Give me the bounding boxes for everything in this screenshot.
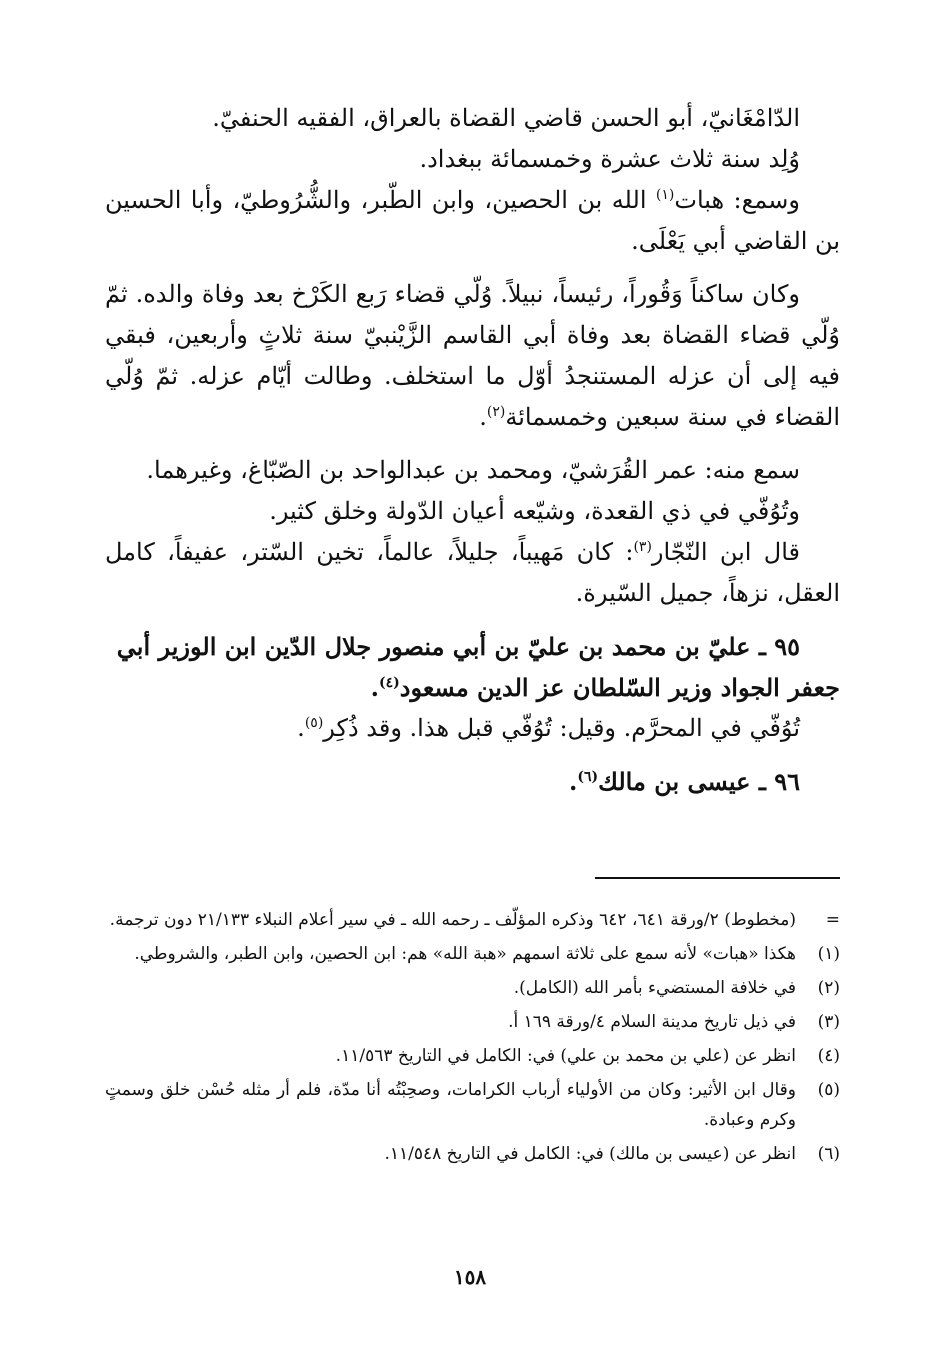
- spacer: [105, 262, 840, 274]
- paragraph-text: الدّامْغَانيّ، أبو الحسن قاضي القضاة بالعراق، الفقيه الحنفيّ.: [212, 104, 800, 132]
- entry-title: ٩٦ ـ عيسى بن مالك: [598, 767, 800, 796]
- paragraph-text: سمع منه: عمر القُرَشيّ، ومحمد بن عبدالواحد بن الصّبّاغ، وغيرهما.: [146, 456, 800, 484]
- paragraph: [105, 708, 840, 749]
- footnote-ref[interactable]: (١): [655, 187, 675, 203]
- footnote-number: (٢): [817, 978, 840, 998]
- paragraph-text: وُلِد سنة ثلاث عشرة وخمسمائة ببغداد.: [419, 145, 800, 173]
- paragraph-text: تُوُفّي في المحرَّم. وقيل: تُوُفّي قبل هذا. وقد ذُكِر: [323, 714, 800, 742]
- footnote-continuation: [105, 905, 840, 935]
- footnote-number: (٣): [817, 1012, 840, 1032]
- footnote-ref[interactable]: (٥): [304, 715, 324, 731]
- paragraph: [105, 532, 840, 614]
- paragraph-text: وسمع: هبات: [674, 186, 800, 214]
- punctuation: .: [479, 403, 487, 431]
- footnote-number: (٥): [817, 1080, 840, 1100]
- paragraph-text: وكان ساكناً وَقُوراً، رئيساً، نبيلاً. وُلّي قضاء رَبع الكَرْخ بعد وفاة والده. ثمّ وُلّي قضاء القضاة بعد وفاة أبي القاسم الزَّيْنبيّ سنة ثلاثٍ وأربعين، فبقي فيه إلى أن عزله المستنجدُ أوّل ما استخلف. وطالت أيّام عزله. ثمّ وُلّي القضاء في سنة سبعين وخمسمائة: [105, 280, 840, 431]
- footnote-text: وقال ابن الأثير: وكان من الأولياء أرباب الكرامات، وصحِبْتُه أنا مدّة، فلم أر مثله حُسْن خلق وسمتٍ وكرم وعبادة.: [105, 1080, 796, 1130]
- footnote-number: (١): [817, 944, 840, 964]
- footnotes: [105, 905, 840, 1173]
- spacer: [105, 438, 840, 450]
- footnote-text: في ذيل تاريخ مدينة السلام ٤/ورقة ١٦٩ أ.: [508, 1012, 796, 1032]
- footnote-4: [105, 1041, 840, 1071]
- spacer: [105, 614, 840, 626]
- footnote-1: [105, 939, 840, 969]
- page-number: ١٥٨: [453, 1265, 487, 1289]
- main-text: [105, 98, 840, 802]
- footnote-ref[interactable]: (٦): [577, 769, 599, 785]
- punctuation: .: [370, 673, 379, 702]
- footnote-5: [105, 1075, 840, 1135]
- paragraph: [105, 98, 840, 139]
- paragraph-text: قال ابن النّجّار: [651, 538, 801, 566]
- paragraph: [105, 491, 840, 532]
- entry-title: ٩٥ ـ عليّ بن محمد بن عليّ بن أبي منصور جلال الدّين ابن الوزير أبي جعفر الجواد وزير السّلطان عز الدين مسعود: [116, 632, 840, 702]
- paragraph: [105, 139, 840, 180]
- paragraph: [105, 450, 840, 491]
- footnote-text: انظر عن (علي بن محمد بن علي) في: الكامل في التاريخ ١١/٥٦٣.: [335, 1046, 796, 1066]
- paragraph-text: : كان مَهيباً، جليلاً، عالماً، تخين السّتر، عفيفاً، كامل العقل، نزهاً، جميل السّيرة.: [105, 538, 840, 607]
- footnote-text: (مخطوط) ٢/ورقة ٦٤١، ٦٤٢ وذكره المؤلّف ـ رحمه الله ـ في سير أعلام النبلاء ٢١/١٣٣ دون ترجمة.: [109, 910, 796, 930]
- entry-heading-95: [105, 626, 840, 708]
- footnote-ref[interactable]: (٣): [633, 539, 652, 555]
- footnote-2: [105, 973, 840, 1003]
- footnote-text: هكذا «هبات» لأنه سمع على ثلاثة اسمهم «هبة الله» هم: ابن الحصين، وابن الطبر، والشروطي.: [134, 944, 796, 964]
- footnote-ref[interactable]: (٤): [378, 675, 400, 691]
- paragraph-text: وتُوُفّي في ذي القعدة، وشيّعه أعيان الدّولة وخلق كثير.: [269, 497, 800, 525]
- footnote-3: [105, 1007, 840, 1037]
- footnote-number: (٤): [817, 1046, 840, 1066]
- paragraph: [105, 274, 840, 438]
- punctuation: .: [568, 767, 578, 796]
- paragraph: [105, 180, 840, 262]
- punctuation: .: [297, 714, 305, 742]
- footnote-text: في خلافة المستضيء بأمر الله (الكامل).: [513, 978, 796, 998]
- spacer: [105, 749, 840, 761]
- footnote-separator: [595, 877, 840, 879]
- paragraph-text: الله بن الحصين، وابن الطّبر، والشُّرُوطيّ، وأبا الحسين بن القاضي أبي يَعْلَى.: [105, 186, 840, 255]
- footnote-text: انظر عن (عيسى بن مالك) في: الكامل في التاريخ ١١/٥٤٨.: [384, 1144, 796, 1164]
- footnote-number: (٦): [817, 1144, 840, 1164]
- footnote-ref[interactable]: (٢): [486, 404, 506, 420]
- footnote-6: [105, 1139, 840, 1169]
- entry-heading-96: [105, 761, 840, 802]
- footnote-number: =: [825, 910, 840, 930]
